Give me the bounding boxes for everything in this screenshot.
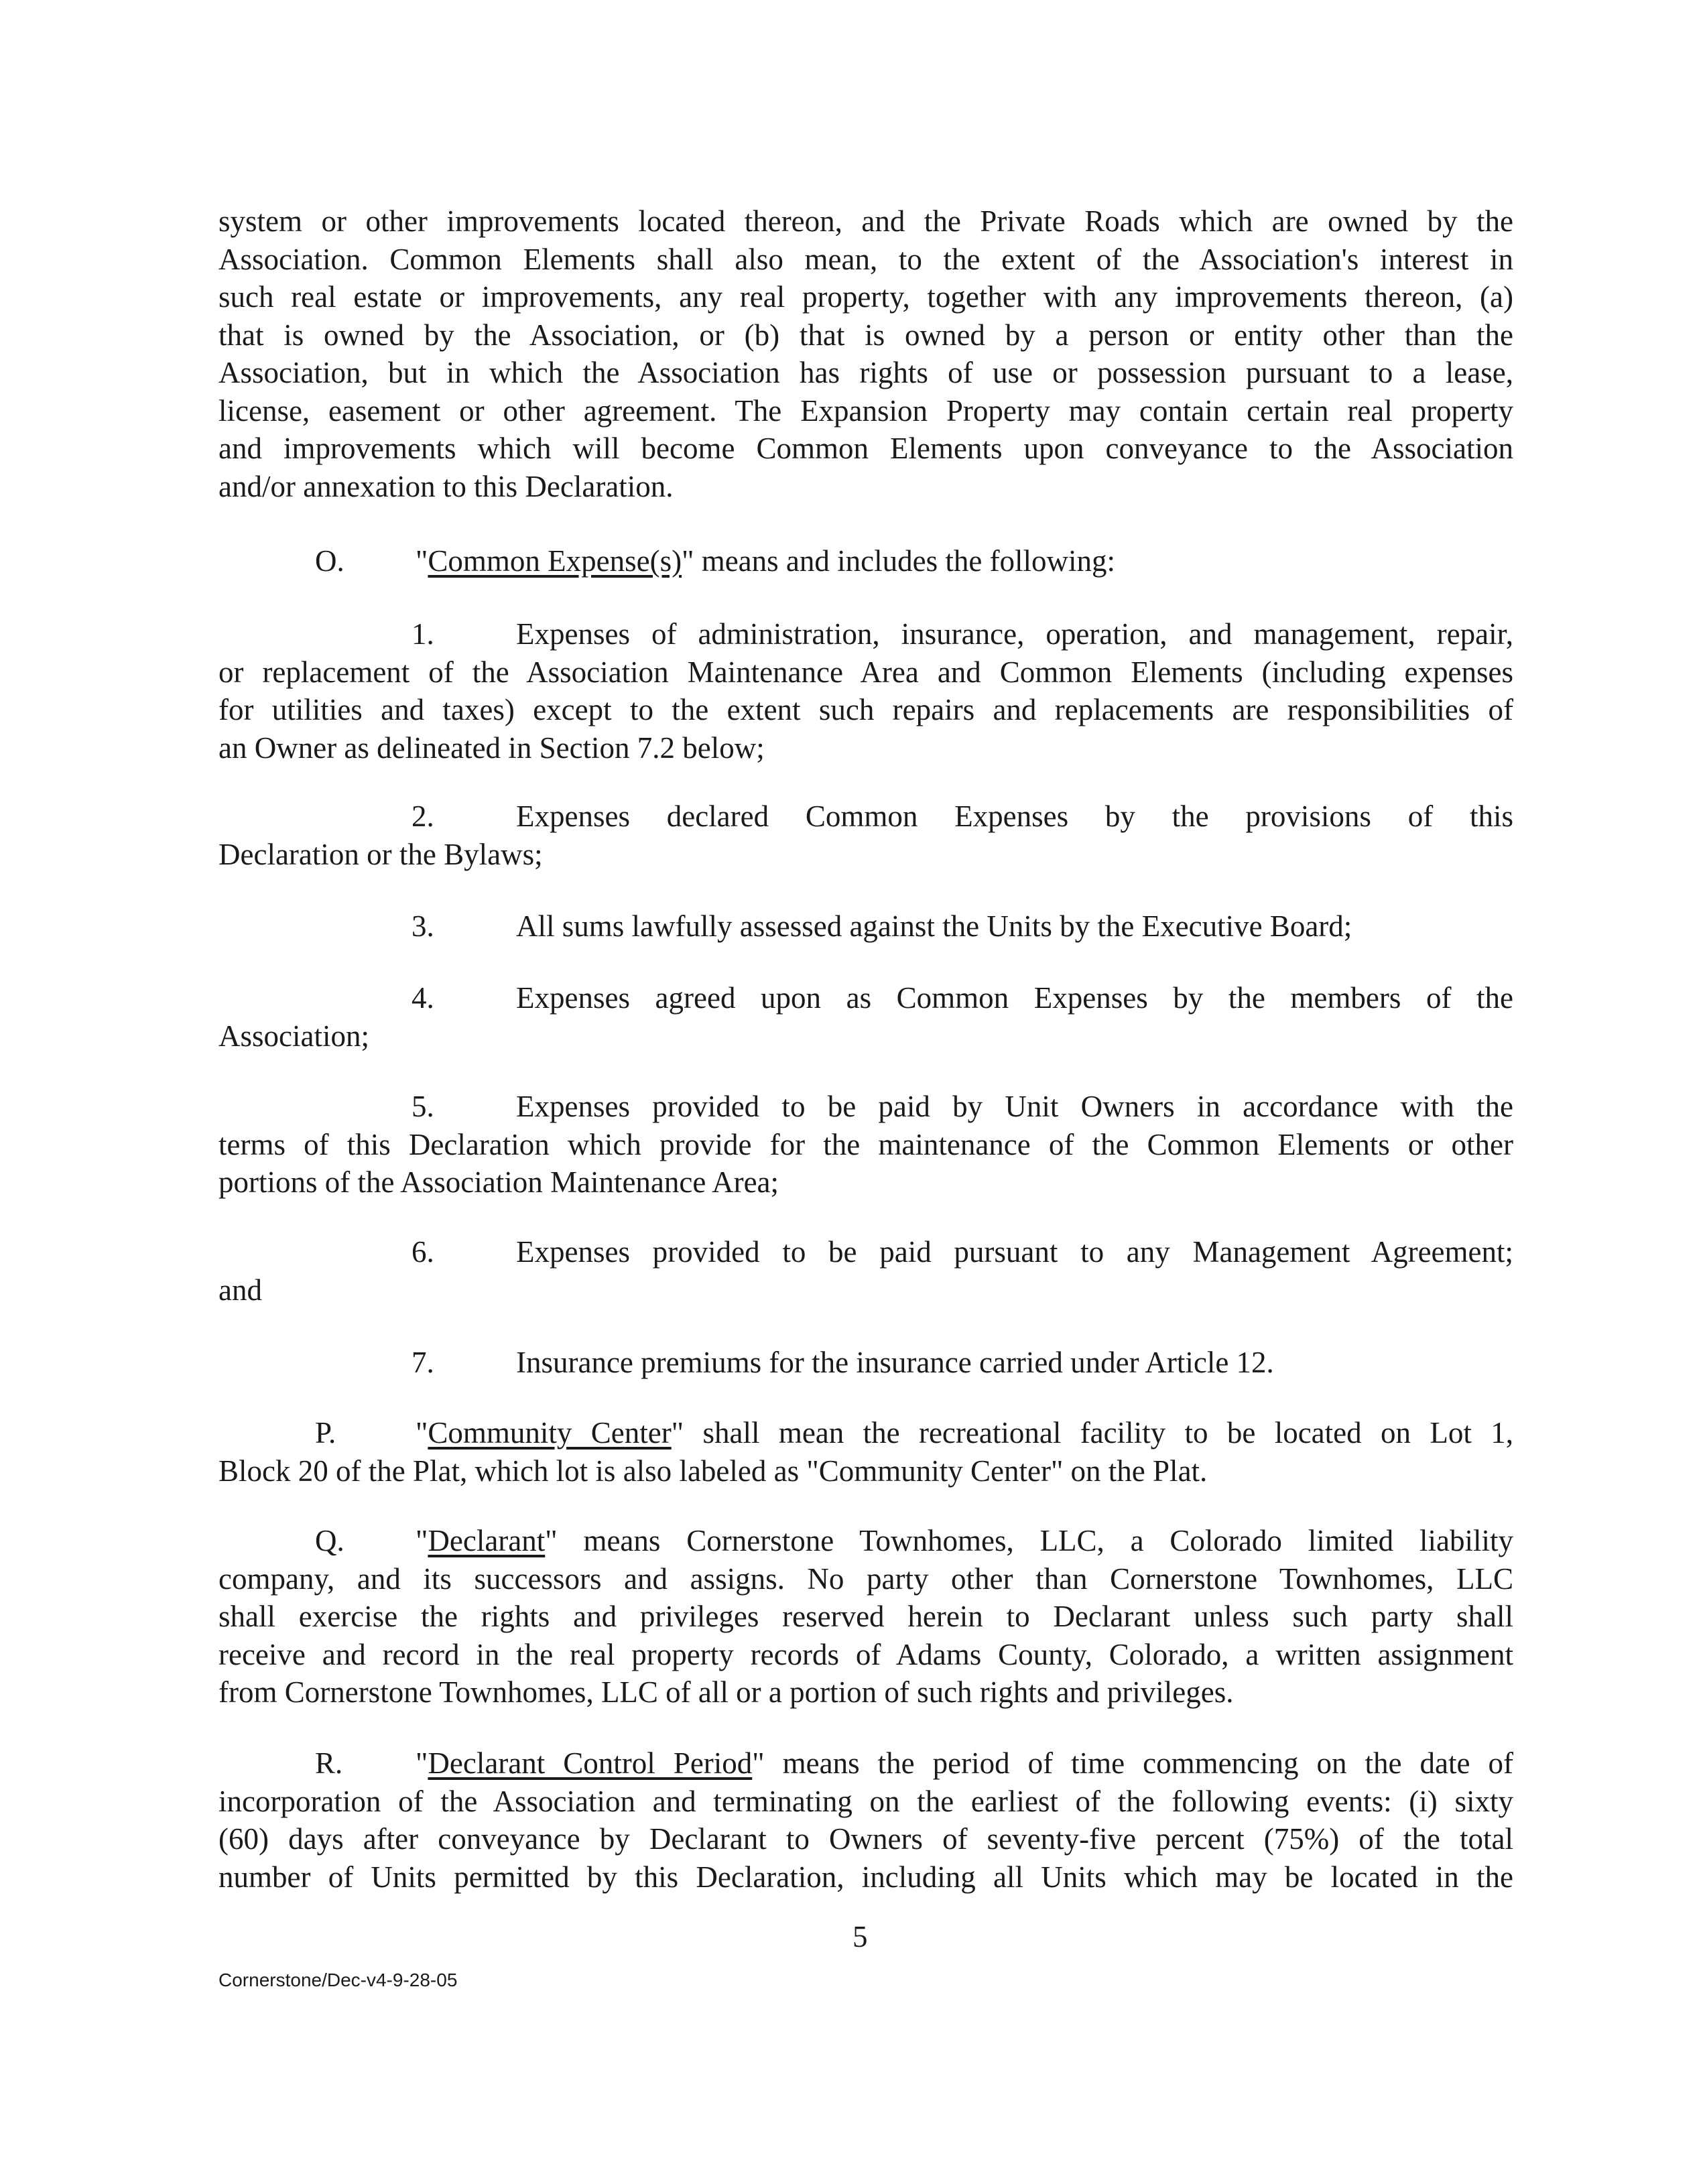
section-r-body	[218, 1783, 1513, 1897]
paragraph-line: receive and record in the real property records of Adams County, Colorado, a written assignment	[218, 1637, 1513, 1671]
defined-term-declarant: Declarant	[428, 1524, 546, 1557]
defined-term-community-center: Community Center	[428, 1416, 672, 1450]
paragraph-line: Association;	[218, 1019, 369, 1053]
paragraph-line: number of Units permitted by this Declaration, including all Units which may be located in the	[218, 1860, 1513, 1894]
paragraph-line: license, easement or other agreement. The Expansion Property may contain certain real property	[218, 393, 1513, 428]
item-4-marker: 4.	[412, 981, 434, 1015]
item-7-marker: 7.	[412, 1346, 434, 1379]
section-q-marker: Q.	[315, 1524, 344, 1557]
paragraph-line: terms of this Declaration which provide for the maintenance of the Common Elements or other	[218, 1127, 1513, 1161]
paragraph-line: system or other improvements located thereon, and the Private Roads which are owned by the	[218, 204, 1513, 238]
section-p-body	[218, 1452, 1513, 1490]
item-3-text: All sums lawfully assessed against the Units by the Executive Board;	[516, 909, 1352, 943]
paragraph-line: an Owner as delineated in Section 7.2 below;	[218, 730, 765, 765]
item-6-body	[218, 1271, 1513, 1309]
item-4-first-line: Expenses agreed upon as Common Expenses by the members of the	[516, 981, 1513, 1015]
item-5-body	[218, 1126, 1513, 1202]
section-r-first-line: "Declarant Control Period" means the period of time commencing on the date of	[416, 1746, 1513, 1780]
paragraph-line: and/or annexation to this Declaration.	[218, 469, 674, 503]
paragraph-line: and improvements which will become Common Elements upon conveyance to the Association	[218, 432, 1513, 465]
defined-term-declarant-control-period: Declarant Control Period	[428, 1746, 753, 1780]
paragraph-line: Association, but in which the Association has rights of use or possession pursuant to a lease,	[218, 356, 1513, 389]
paragraph-line: incorporation of the Association and terminating on the earliest of the following events: (i) sixty	[218, 1784, 1513, 1818]
item-1-marker: 1.	[412, 617, 434, 651]
common-elements-continuation	[218, 202, 1513, 505]
paragraph-line: from Cornerstone Townhomes, LLC of all or a portion of such rights and privileges.	[218, 1675, 1234, 1709]
defined-term-common-expenses: Common Expense(s)	[428, 544, 682, 578]
page-number: 5	[852, 1920, 868, 1953]
item-2-first-line: Expenses declared Common Expenses by the provisions of this	[516, 799, 1513, 833]
item-1-body	[218, 653, 1513, 767]
paragraph-line: and	[218, 1273, 262, 1307]
item-2-marker: 2.	[412, 799, 434, 833]
paragraph-line: shall exercise the rights and privileges reserved herein to Declarant unless such party shall	[218, 1600, 1513, 1633]
paragraph-line: (60) days after conveyance by Declarant to Owners of seventy-five percent (75%) of the total	[218, 1822, 1513, 1856]
section-q-first-line: "Declarant" means Cornerstone Townhomes, LLC, a Colorado limited liability	[416, 1524, 1513, 1557]
section-o-marker: O.	[315, 544, 344, 578]
item-6-first-line: Expenses provided to be paid pursuant to any Management Agreement;	[516, 1235, 1513, 1269]
item-7-text: Insurance premiums for the insurance carried under Article 12.	[516, 1346, 1274, 1379]
item-3-marker: 3.	[412, 909, 434, 943]
paragraph-line: Declaration or the Bylaws;	[218, 837, 543, 871]
paragraph-line: company, and its successors and assigns. No party other than Cornerstone Townhomes, LLC	[218, 1561, 1513, 1596]
paragraph-line: portions of the Association Maintenance Area;	[218, 1165, 779, 1199]
item-6-marker: 6.	[412, 1235, 434, 1269]
item-1-first-line: Expenses of administration, insurance, operation, and management, repair,	[516, 617, 1513, 651]
item-5-marker: 5.	[412, 1090, 434, 1123]
paragraph-line: for utilities and taxes) except to the extent such repairs and replacements are responsibilities of	[218, 693, 1513, 726]
paragraph-line: such real estate or improvements, any real property, together with any improvements thereon, (a)	[218, 280, 1513, 314]
paragraph-line: Block 20 of the Plat, which lot is also labeled as "Community Center" on the Plat.	[218, 1454, 1208, 1488]
section-p-first-line: "Community Center" shall mean the recreational facility to be located on Lot 1,	[416, 1416, 1513, 1450]
section-r-marker: R.	[315, 1746, 343, 1780]
paragraph-line: or replacement of the Association Maintenance Area and Common Elements (including expenses	[218, 655, 1513, 689]
section-o-heading: "Common Expense(s)" means and includes the following:	[416, 544, 1116, 578]
section-p-marker: P.	[315, 1416, 336, 1450]
document-footer: Cornerstone/Dec-v4-9-28-05	[218, 1970, 458, 1990]
section-q-body	[218, 1560, 1513, 1712]
item-2-body	[218, 836, 1513, 874]
item-5-first-line: Expenses provided to be paid by Unit Owners in accordance with the	[516, 1090, 1513, 1123]
paragraph-line: that is owned by the Association, or (b) that is owned by a person or entity other than the	[218, 318, 1513, 352]
item-4-body	[218, 1017, 1513, 1055]
paragraph-line: Association. Common Elements shall also mean, to the extent of the Association's interest in	[218, 242, 1513, 276]
